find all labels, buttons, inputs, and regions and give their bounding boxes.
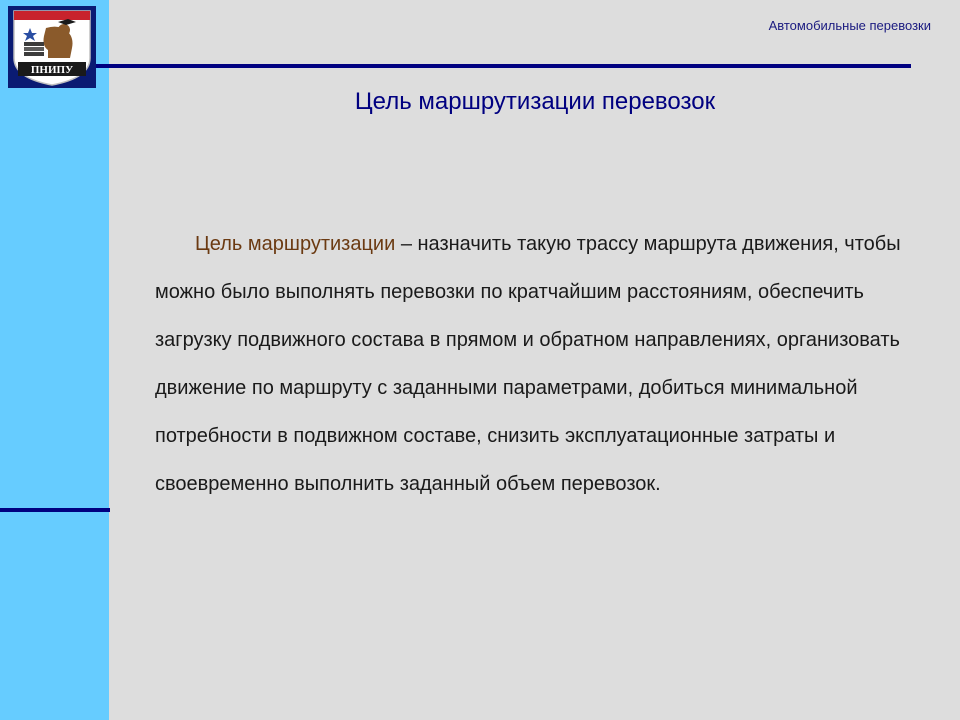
logo-text: ПНИПУ xyxy=(30,64,74,76)
slide-title: Цель маршрутизации перевозок xyxy=(354,88,716,115)
header-caption: Автомобильные перевозки xyxy=(768,18,931,33)
definition-text: – назначить такую трассу маршрута движения, чтобы можно было выполнять перевозки по кратчайшим расстояниям, обеспечить загрузку подвижного состава в прямом и обратном направлениях, организовать движение по маршруту с заданными параметрами, добиться минимальной потребности в подвижном составе, снизить эксплуатационные затраты и своевременно выполнить заданный объем перевозок. xyxy=(155,233,901,495)
definition-paragraph xyxy=(155,220,930,508)
header-divider xyxy=(96,64,911,68)
definition-term: Цель маршрутизации xyxy=(195,233,396,255)
left-sidebar xyxy=(0,0,109,720)
logo-emblem-icon xyxy=(8,6,96,88)
sidebar-divider xyxy=(0,508,110,512)
university-logo xyxy=(8,6,96,88)
